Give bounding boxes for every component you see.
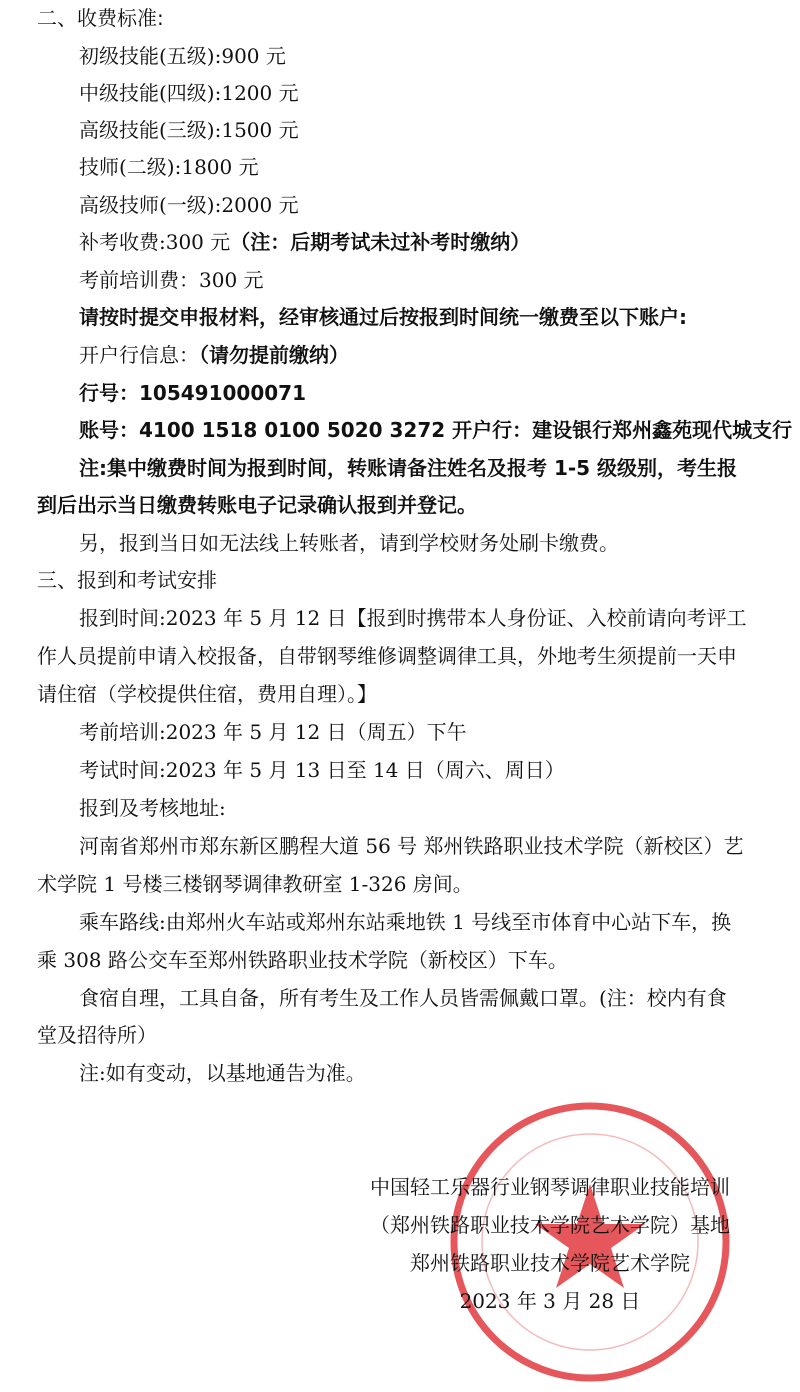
- bank-info-label: 开户行信息：: [79, 343, 199, 367]
- official-seal-icon: [440, 1092, 740, 1392]
- payment-note-line1: 注:集中缴费时间为报到时间，转账请备注姓名及报考 1-5 级级别，考生报: [79, 456, 738, 480]
- signature-org-line3: 郑州铁路职业技术学院艺术学院: [410, 1251, 690, 1275]
- fee-level-4: 中级技能(四级):1200 元: [79, 81, 299, 105]
- route-line1: 乘车路线:由郑州火车站或郑州东站乘地铁 1 号线至市体育中心站下车，换: [79, 910, 732, 934]
- signature-org-line1: 中国轻工乐器行业钢琴调律职业技能培训: [370, 1175, 730, 1199]
- signature-org-line2: （郑州铁路职业技术学院艺术学院）基地: [370, 1213, 730, 1237]
- bank-code: 行号：105491000071: [79, 381, 306, 405]
- address-label: 报到及考核地址:: [79, 796, 226, 820]
- fee-level-5: 初级技能(五级):900 元: [79, 44, 286, 68]
- address-line2: 术学院 1 号楼三楼钢琴调律教研室 1-326 房间。: [37, 872, 473, 896]
- retake-fee: [79, 228, 530, 256]
- bank-info: [79, 341, 349, 369]
- change-note: 注:如有变动，以基地通告为准。: [79, 1061, 366, 1085]
- report-time-line2: 作人员提前申请入校报备，自带钢琴维修调整调律工具，外地考生须提前一天申: [37, 644, 737, 668]
- signature-date: 2023 年 3 月 28 日: [459, 1289, 641, 1313]
- bank-info-note: （请勿提前缴纳）: [199, 343, 349, 367]
- fee-level-3: 高级技能(三级):1500 元: [79, 118, 299, 142]
- exam-time: 考试时间:2023 年 5 月 13 日至 14 日（周六、周日）: [79, 758, 565, 782]
- training-time: 考前培训:2023 年 5 月 12 日（周五）下午: [79, 720, 467, 744]
- fee-level-2: 技师(二级):1800 元: [79, 155, 259, 179]
- report-time-line3: 请住宿（学校提供住宿，费用自理）。】: [37, 682, 377, 706]
- payment-note-line2: 到后出示当日缴费转账电子记录确认报到并登记。: [37, 493, 477, 517]
- payment-instruction: 请按时提交申报材料，经审核通过后按报到时间统一缴费至以下账户:: [79, 305, 687, 329]
- account-number: 账号：4100 1518 0100 5020 3272 开户行：建设银行郑州鑫苑现代城支行: [79, 418, 793, 442]
- retake-fee-note: （注：后期考试未过补考时缴纳）: [230, 230, 531, 254]
- fee-level-1: 高级技师(一级):2000 元: [79, 193, 299, 217]
- training-fee: 考前培训费：300 元: [79, 268, 264, 292]
- section-heading-schedule: 三、报到和考试安排: [37, 568, 217, 592]
- report-time-line1: 报到时间:2023 年 5 月 12 日【报到时携带本人身份证、入校前请向考评工: [79, 606, 747, 630]
- route-line2: 乘 308 路公交车至郑州铁路职业技术学院（新校区）下车。: [37, 948, 568, 972]
- address-line1: 河南省郑州市郑东新区鹏程大道 56 号 郑州铁路职业技术学院（新校区）艺: [79, 834, 744, 858]
- food-line1: 食宿自理，工具自备，所有考生及工作人员皆需佩戴口罩。(注：校内有食: [79, 986, 727, 1010]
- retake-fee-label: 补考收费:300 元: [79, 230, 231, 254]
- section-heading-fees: 二、收费标准:: [37, 6, 164, 30]
- offline-payment-note: 另，报到当日如无法线上转账者，请到学校财务处刷卡缴费。: [79, 531, 619, 555]
- food-line2: 堂及招待所）: [37, 1023, 157, 1047]
